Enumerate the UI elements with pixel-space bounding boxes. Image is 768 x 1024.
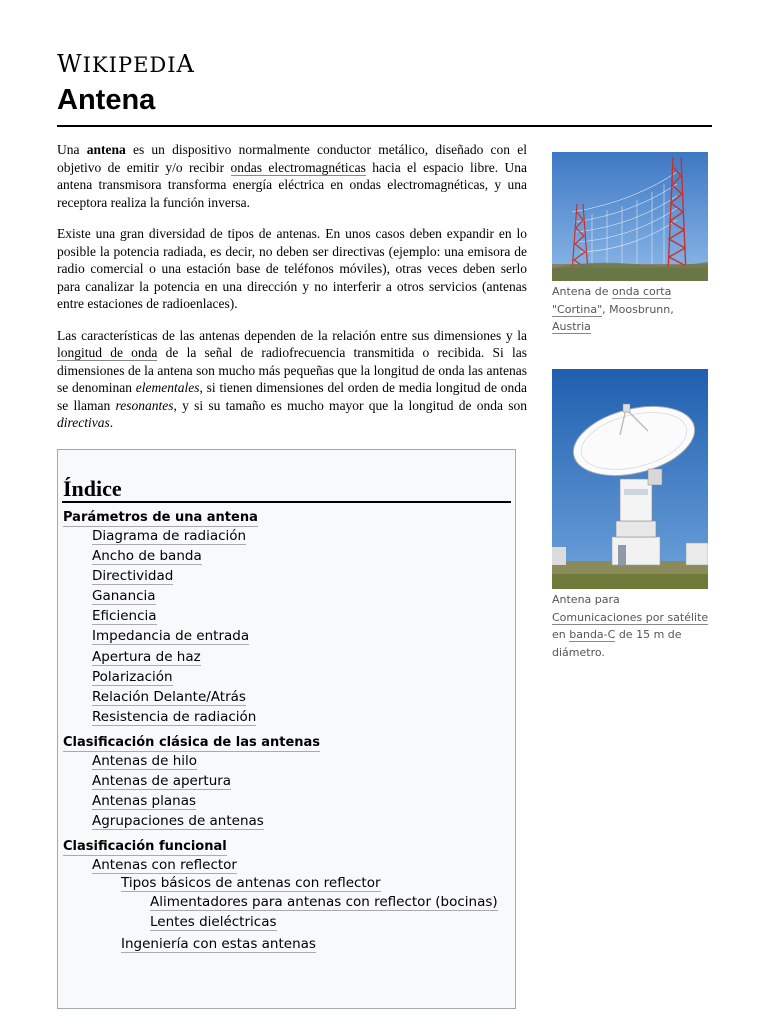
link-austria[interactable]: Austria [552, 320, 591, 333]
toc-item[interactable]: Apertura de haz [92, 649, 201, 665]
toc-item[interactable]: Antenas planas [92, 793, 196, 809]
text: , Moosbrunn, [602, 302, 674, 316]
figure-caption [552, 591, 709, 661]
text: , si tienen dimensiones del orden de media longitud de onda se llaman [57, 380, 527, 413]
toc-item[interactable]: Resistencia de radiación [92, 709, 257, 725]
satellite-dish-photo[interactable] [552, 369, 708, 589]
term-bold: antena [86, 142, 126, 157]
wikipedia-logo[interactable] [57, 50, 195, 78]
toc-item[interactable]: Clasificación funcional [63, 839, 227, 854]
text: Una [57, 142, 87, 157]
link-onda-corta[interactable]: onda corta [612, 285, 672, 298]
toc-item[interactable]: Polarización [92, 669, 173, 685]
link-banda-c[interactable]: banda-C [569, 628, 616, 641]
text: , y si su tamaño es mucho mayor que la longitud de onda son [173, 397, 527, 413]
em-directivas: directivas [57, 415, 110, 430]
toc-item[interactable]: Tipos básicos de antenas con reflector [121, 875, 381, 891]
toc-item[interactable]: Eficiencia [92, 608, 157, 624]
text: Antena de [552, 285, 613, 298]
paragraph-characteristics [57, 327, 527, 432]
curtain-antenna-photo[interactable] [552, 152, 708, 281]
toc-item[interactable]: Antenas de hilo [92, 753, 198, 769]
text: . [109, 415, 114, 430]
toc-item[interactable]: Antenas de apertura [92, 773, 232, 789]
figure-satellite-dish [552, 369, 709, 661]
toc-item[interactable]: Ingeniería con estas antenas [121, 936, 316, 952]
toc-item[interactable]: Agrupaciones de antenas [92, 813, 264, 829]
paragraph-types: Existe una gran diversidad de tipos de antenas. En unos casos deben expandir en lo posible la potencia radiada, es decir, no deben ser directivas (ejemplo: una emisora de radio comercial o una estación base de teléfonos móviles), otras veces deben serlo para canalizar la potencia en una dirección y no interferir a otros servicios (antenas entre estaciones de radioenlaces). [57, 226, 527, 311]
page-title: Antena [57, 84, 156, 116]
table-of-contents [57, 449, 516, 1009]
link-comunicaciones-por-satelite[interactable]: Comunicaciones por satélite [552, 610, 709, 624]
toc-title: Índice [63, 476, 122, 501]
toc-item[interactable]: Clasificación clásica de las antenas [63, 735, 321, 750]
paragraph-intro [57, 141, 527, 211]
text: Las características de las antenas dependen de la relación entre sus dimensiones y la [57, 327, 527, 343]
toc-item[interactable]: Parámetros de una antena [63, 510, 258, 525]
em-elementales: elementales [135, 380, 200, 395]
toc-item[interactable]: Directividad [92, 568, 174, 584]
text: Antena para [552, 593, 620, 606]
title-divider [57, 125, 712, 127]
toc-item[interactable]: Antenas con reflector [92, 857, 237, 873]
toc-item[interactable]: Diagrama de radiación [92, 528, 247, 544]
toc-item[interactable]: Ganancia [92, 588, 156, 604]
text: hacia el espacio libre. Una antena transmisora transforma energía eléctrica en ondas electromagnéticas, y una receptora realiza la función inversa. [57, 159, 527, 210]
text: es un dispositivo normalmente conductor metálico, diseñado con el objetivo de emitir y/o recibir [57, 142, 527, 175]
toc-item[interactable]: Lentes dieléctricas [150, 914, 277, 930]
logo-letter-first: W [57, 50, 83, 78]
text: en [552, 628, 570, 641]
text: de 15 m de diámetro. [552, 628, 682, 659]
text: de la señal de radiofrecuencia transmitida o recibida. Si las dimensiones de la antena son mucho más pequeñas que la longitud de onda las antenas se denominan [57, 345, 527, 395]
article-body [57, 141, 527, 446]
em-resonantes: resonantes [115, 397, 174, 413]
logo-letter-last: A [176, 50, 195, 78]
figure-caption [552, 283, 709, 336]
logo-letters-mid: IKIPEDI [82, 53, 177, 77]
link-cortina[interactable]: "Cortina" [552, 302, 603, 316]
toc-item[interactable]: Ancho de banda [92, 548, 202, 564]
link-longitud-de-onda[interactable]: longitud de onda [57, 345, 158, 360]
toc-divider [62, 501, 511, 503]
figure-curtain-antenna [552, 152, 709, 336]
toc-item[interactable]: Alimentadores para antenas con reflector (bocinas) [150, 894, 498, 910]
link-ondas-electromagneticas[interactable]: ondas electromagnéticas [230, 159, 366, 175]
toc-item[interactable]: Relación Delante/Atrás [92, 689, 246, 705]
toc-item[interactable]: Impedancia de entrada [92, 628, 250, 644]
